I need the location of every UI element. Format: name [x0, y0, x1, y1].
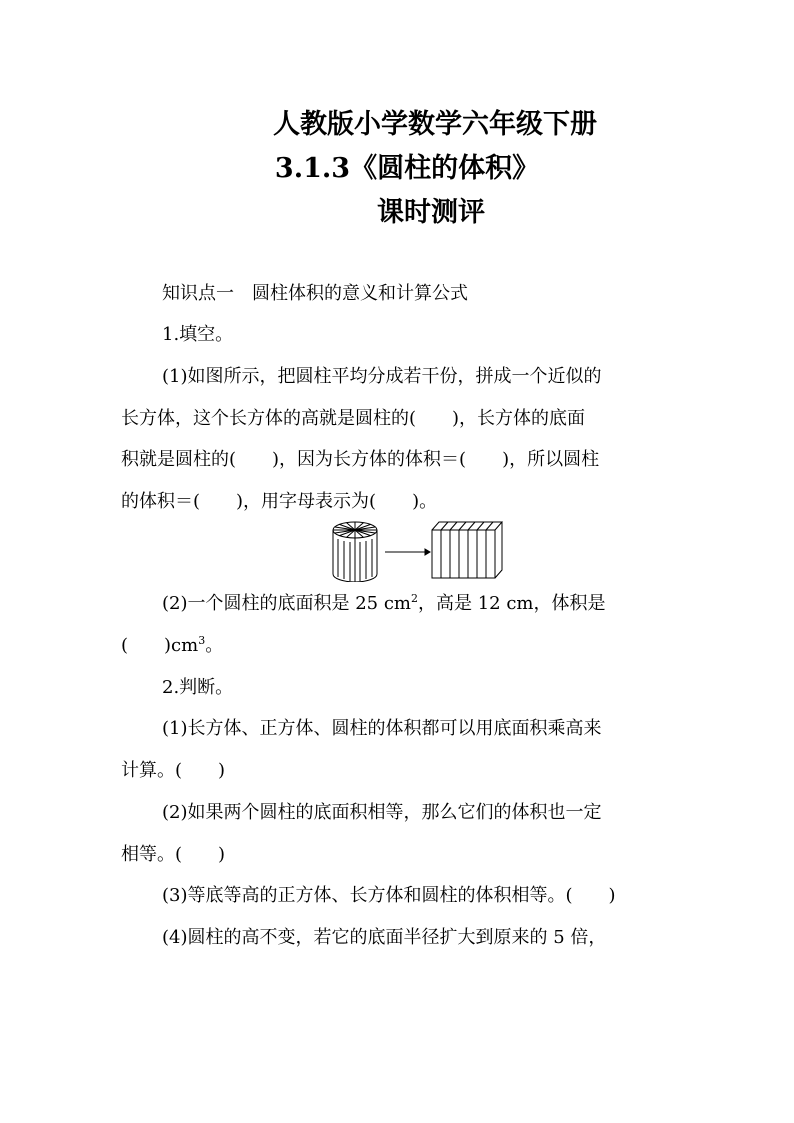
q1-p2-line2 — [121, 634, 223, 658]
q1-p1-line4: 的体积＝( )，用字母表示为( )。 — [121, 491, 438, 512]
q2-p4-line1: (4)圆柱的高不变，若它的底面半径扩大到原来的 5 倍， — [162, 927, 607, 948]
q2-p3-line1: (3)等底等高的正方体、长方体和圆柱的体积相等。( ) — [162, 885, 616, 906]
q2-p2-line1: (2)如果两个圆柱的底面积相等，那么它们的体积也一定 — [162, 802, 602, 823]
q2-label: 2.判断。 — [162, 677, 234, 698]
title-line-3: 课时测评 — [377, 197, 485, 228]
q1-p2-end: 。 — [205, 635, 224, 656]
q1-p2-text-b: ，高是 12 cm，体积是 — [418, 593, 606, 614]
sliced-cylinder-icon — [333, 522, 377, 582]
q2-p2-line2: 相等。( ) — [121, 844, 226, 865]
q1-p2-sup2: 3 — [198, 634, 206, 647]
cylinder-to-cuboid-figure — [330, 518, 505, 582]
q1-p1-line1: (1)如图所示，把圆柱平均分成若干份，拼成一个近似的 — [162, 366, 602, 387]
q1-p2-text-a: (2)一个圆柱的底面积是 25 cm — [162, 593, 411, 614]
q1-p1-line3: 积就是圆柱的( )，因为长方体的体积＝( )，所以圆柱 — [121, 449, 600, 470]
q1-p2-sup1: 2 — [411, 592, 418, 605]
arrow-right-icon — [385, 549, 430, 555]
title-line-2: 3.1.3《圆柱的体积》 — [274, 153, 540, 184]
q2-p1-line1: (1)长方体、正方体、圆柱的体积都可以用底面积乘高来 — [162, 718, 602, 739]
q1-p1-line2: 长方体，这个长方体的高就是圆柱的( )，长方体的底面 — [121, 408, 586, 429]
q2-p1-line2: 计算。( ) — [121, 760, 226, 781]
q1-label: 1.填空。 — [162, 324, 234, 345]
q1-p2-line1 — [162, 592, 606, 616]
q1-p2-blank: ( )cm — [121, 635, 199, 656]
section-heading: 知识点一 圆柱体积的意义和计算公式 — [162, 283, 468, 304]
approx-cuboid-icon — [432, 522, 502, 578]
title-line-1: 人教版小学数学六年级下册 — [273, 109, 597, 140]
